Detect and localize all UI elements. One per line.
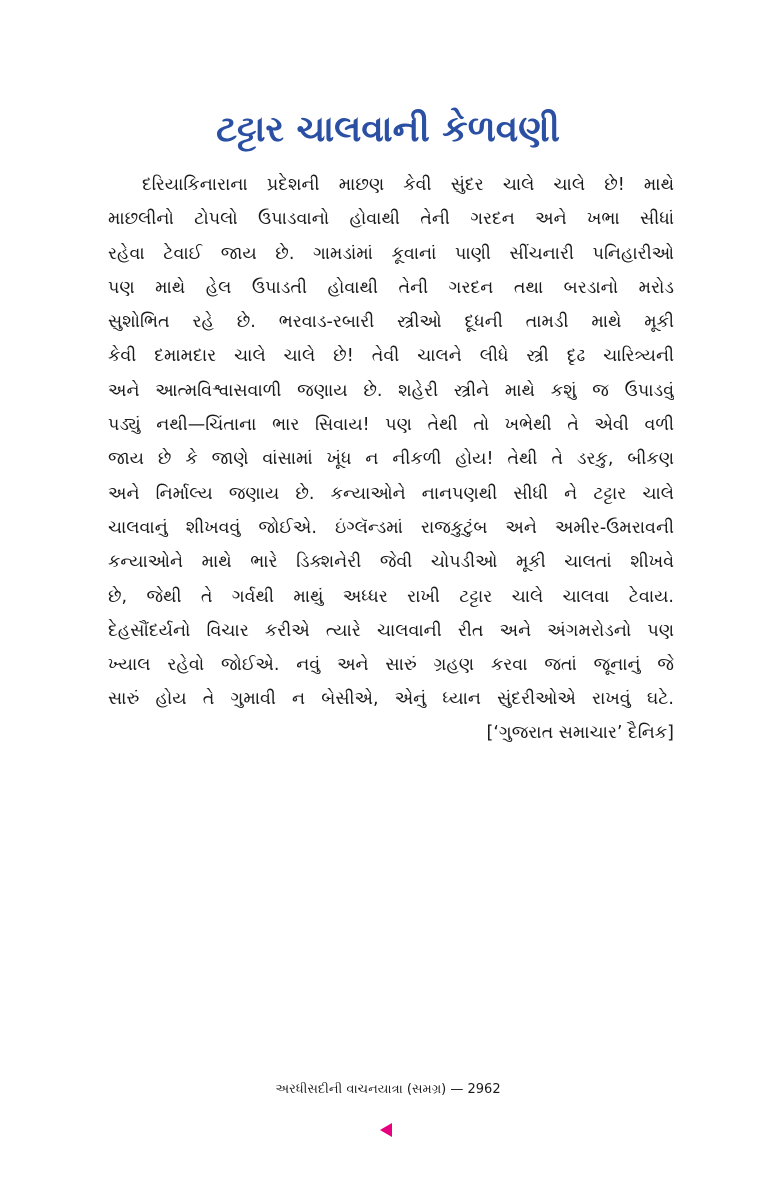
text-line: દરિયાકિનારાના પ્રદેશની માછણ કેવી સુંદર ચાલે ચાલે છે! માથે [142,175,674,195]
text-line: ચાલવાનું શીખવવું જોઈએ. ઇંગ્લૅન્ડમાં રાજકુટુંબ અને અમીર-ઉમરાવની [108,517,674,538]
article-body [108,168,674,717]
text-line: સારું હોય તે ગુમાવી ન બેસીએ, એનું ધ્યાન સુંદરીઓએ રાખવું ઘટે. [108,689,674,710]
text-line: છે, જેથી તે ગર્વથી માથું અધ્ધર રાખી ટટ્ટાર ચાલે ચાલવા ટેવાય. [108,586,674,607]
text-line: ખ્યાલ રહેવો જોઈએ. નવું અને સારું ગ્રહણ કરવા જતાં જૂનાનું જે [108,655,674,676]
previous-page-arrow-icon[interactable] [380,1123,392,1137]
text-line: દેહસૌંદર્યનો વિચાર કરીએ ત્યારે ચાલવાની રીત અને અંગમરોડનો પણ [108,620,674,641]
text-line: અને આત્મવિશ્વાસવાળી જણાય છે. શહેરી સ્ત્રીને માથે કશું જ ઉપાડવું [108,380,674,401]
text-line: પડ્યું નથી—ચિંતાના ભાર સિવાય! પણ તેથી તો ખભેથી તે એવી વળી [108,415,674,436]
source-citation: [‘ગુજરાત સમાચાર’ દૈનિક] [486,723,674,743]
text-line: રહેવા ટેવાઈ જાય છે. ગામડાંમાં કૂવાનાં પાણી સીંચનારી પનિહારીઓ [108,243,674,264]
text-line: કન્યાઓને માથે ભારે ડિક્શનેરી જેવી ચોપડીઓ મૂકી ચાલતાં શીખવે [108,552,674,573]
text-line: માછલીનો ટોપલો ઉપાડવાનો હોવાથી તેની ગરદન અને ખભા સીધાં [108,209,674,230]
text-line: કેવી દમામદાર ચાલે ચાલે છે! તેવી ચાલને લીધે સ્ત્રી દૃઢ ચારિત્ર્યની [108,346,674,367]
text-line: પણ માથે હેલ ઉપાડતી હોવાથી તેની ગરદન તથા બરડાનો મરોડ [108,277,674,298]
page-title: ટટ્ટાર ચાલવાની કેળવણી [216,109,560,150]
page-footer: અરધીસદીની વાચનયાત્રા (સમગ્ર) — 2962 [275,1082,501,1097]
text-line: અને નિર્માલ્ય જણાય છે. કન્યાઓને નાનપણથી સીધી ને ટટ્ટાર ચાલે [108,483,674,504]
text-line: સુશોભિત રહે છે. ભરવાડ-રબારી સ્ત્રીઓ દૂધની તામડી માથે મૂકી [108,312,674,333]
text-line: જાય છે કે જાણે વાંસામાં ખૂંધ ન નીકળી હોય! તેથી તે ડરકુ, બીકણ [108,449,674,470]
